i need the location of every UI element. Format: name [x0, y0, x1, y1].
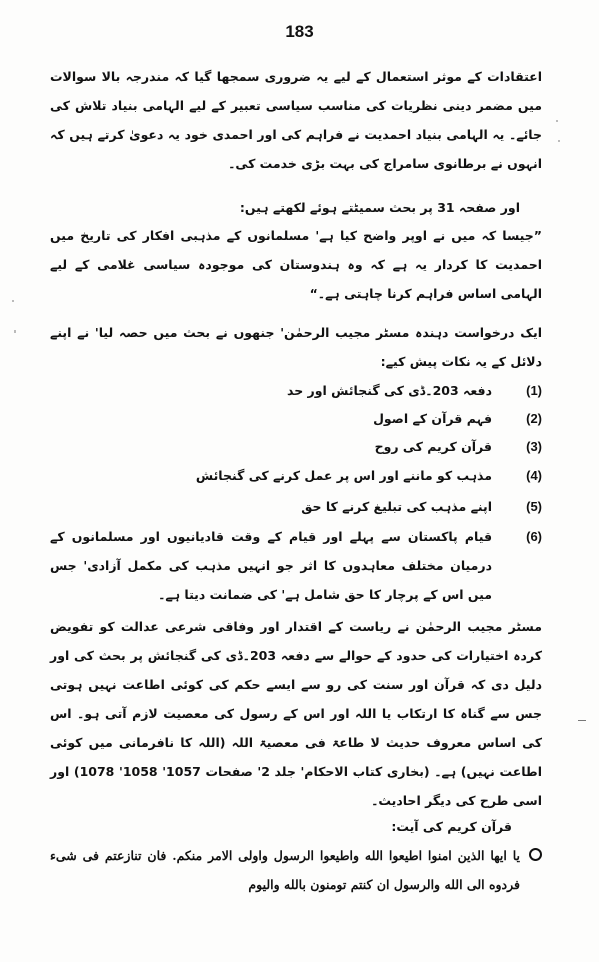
- paragraph-arguments: [50, 612, 542, 808]
- list-item: [50, 461, 542, 490]
- scan-speck: [12, 300, 14, 302]
- list-item: [50, 376, 542, 405]
- list-item: [50, 404, 542, 433]
- page-number: 183: [285, 22, 314, 41]
- verse-item: [50, 841, 542, 899]
- list-number: (1): [526, 383, 542, 398]
- paragraph-page-31-intro: [50, 193, 542, 222]
- list-text: فہم قرآن کے اصول: [373, 411, 492, 426]
- scan-speck: [558, 140, 560, 142]
- paragraph-text: قرآن کریم کی آیت:: [391, 819, 512, 834]
- paragraph-text: اور صفحہ 31 پر بحث سمیٹتے ہوئے لکھتے ہیں:: [239, 200, 520, 215]
- list-number: (2): [526, 411, 542, 426]
- quotation-text: ”جیسا کہ میں نے اوپر واضح کیا ہے' مسلمانوں کے مذہبی افکار کی تاریخ میں احمدیت کا کردار یہ ہے کہ وہ ہندوستان کی موجودہ سیاسی غلامی کے لیے الہامی اساس فراہم کرنا چاہتی ہے۔“: [50, 228, 542, 301]
- paragraph-verse-intro: [50, 812, 542, 841]
- list-text: اپنے مذہب کی تبلیغ کرنے کا حق: [301, 499, 492, 514]
- list-text: قیام پاکستان سے پہلے اور قیام کے وقت قادیانیوں اور مسلمانوں کے درمیان مختلف معاہدوں کا اثر جو انہیں مذہب کی مکمل آزادی' جس میں اس کے پرچار کا حق شامل ہے' کی ضمانت دیتا ہے۔: [50, 529, 492, 602]
- list-number: (3): [526, 439, 542, 454]
- quotation-block: [50, 221, 542, 311]
- paragraph-text: ایک درخواست دہندہ مسٹر مجیب الرحمٰن' جنھوں نے بحث میں حصہ لیا' نے اپنے دلائل کے یہ نکات پیش کیے:: [50, 325, 542, 369]
- paragraph-petitioner: [50, 318, 542, 378]
- scan-speck: [556, 120, 558, 122]
- list-item: [50, 522, 542, 609]
- paragraph-text: مسٹر مجیب الرحمٰن نے ریاست کے اقتدار اور وفاقی شرعی عدالت کو تفویض کردہ اختیارات کی حدود کے حوالے سے دفعہ 203۔ڈی کی گنجائش پر بحث کی اور دلیل دی کہ قرآن اور سنت کی رو سے ایسے حکم کی کوئی اطاعت نہیں ہوتی جس سے گناہ کا ارتکاب یا اللہ اور اس کے رسول کی معصیت لازم آتی ہو۔ اس کی اساس معروف حدیث لا طاعۃ فی معصیۃ اللہ (اللہ کا نافرمانی میں کوئی اطاعت نہیں) ہے۔ (بخاری کتاب الاحکام' جلد 2' صفحات 1057' 1058' 1078) اور اسی طرح کی دیگر احادیث۔: [50, 619, 542, 808]
- verse-text: يا ايها الذين امنوا اطيعوا الله واطيعوا الرسول واولى الامر منكم. فان تنازعتم فى شىء فردوه الى الله والرسول ان كنتم تومنون بالله واليوم: [50, 848, 520, 892]
- paragraph-intro: [50, 62, 542, 178]
- bullet-icon: [529, 848, 542, 861]
- list-number: (4): [526, 468, 542, 483]
- margin-dash: [578, 720, 586, 721]
- list-number: (5): [526, 499, 542, 514]
- list-item: [50, 492, 542, 521]
- list-item: [50, 432, 542, 461]
- scan-speck: [14, 330, 16, 333]
- list-text: مذہب کو ماننے اور اس پر عمل کرنے کی گنجائش: [195, 468, 492, 483]
- paragraph-text: اعتقادات کے موثر استعمال کے لیے یہ ضروری سمجھا گیا کہ مندرجہ بالا سوالات میں مضمر دینی نظریات کی مناسب سیاسی تعبیر کے لیے الہامی بنیاد تلاش کی جائے۔ یہ الہامی بنیاد احمدیت نے فراہم کی اور احمدی خود یہ دعویٰ کرتے ہیں کہ انہوں نے برطانوی سامراج کی بہت بڑی خدمت کی۔: [50, 69, 542, 171]
- list-text: قرآن کریم کی روح: [374, 439, 492, 454]
- list-number: (6): [526, 529, 542, 544]
- list-text: دفعہ 203۔ڈی کی گنجائش اور حد: [286, 383, 492, 398]
